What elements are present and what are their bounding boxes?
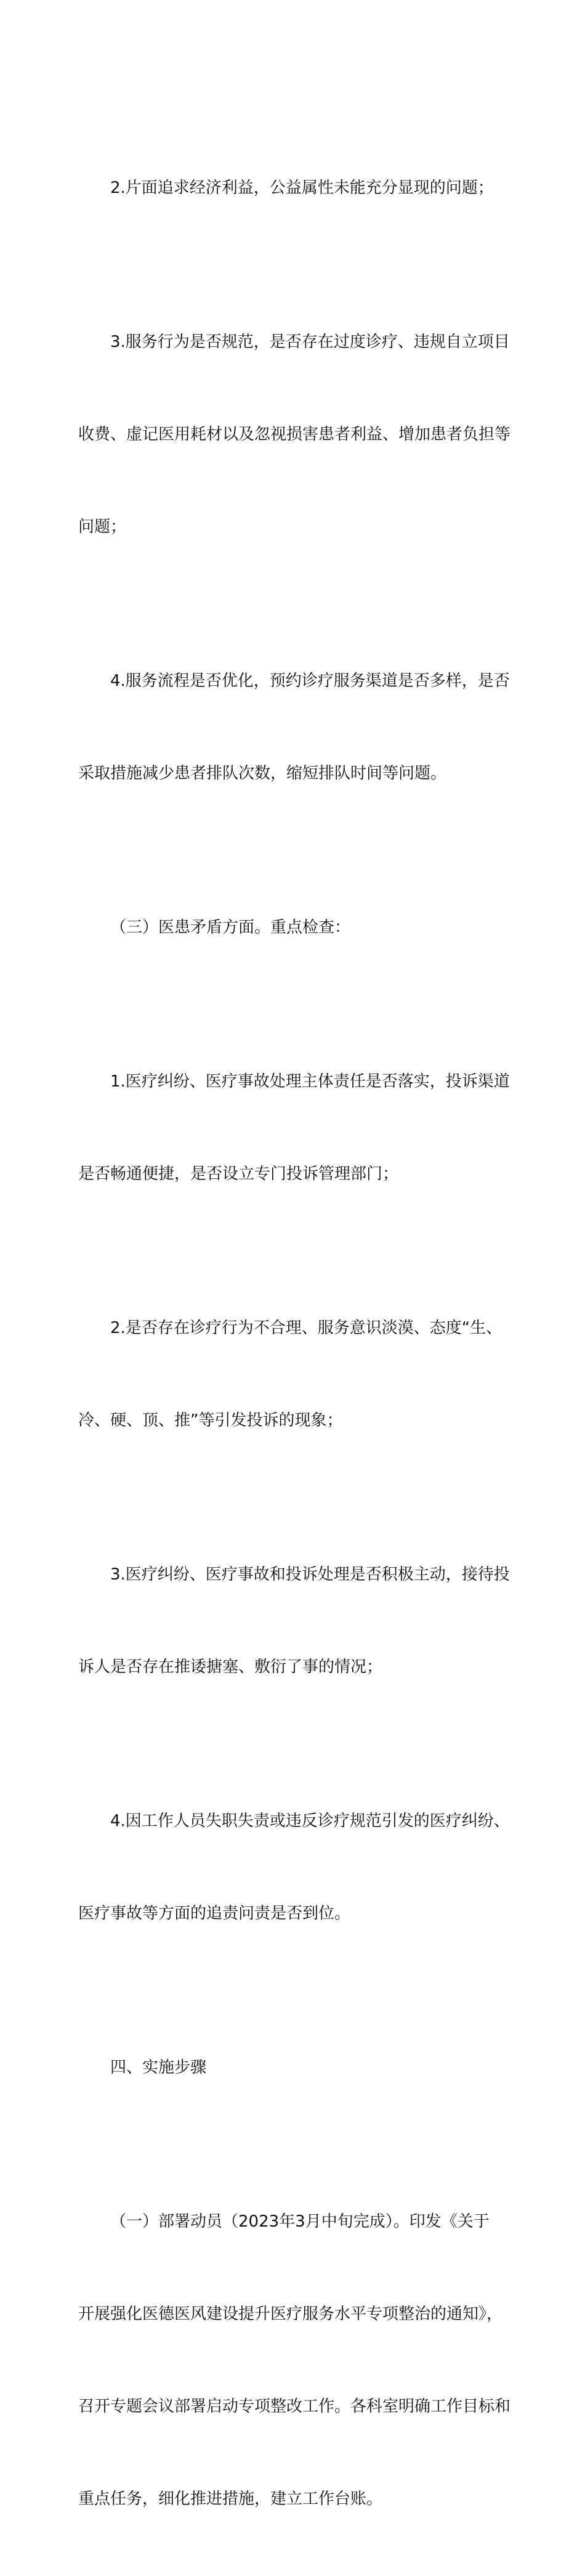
text-line: 3.服务行为是否规范，是否存在过度诊疗、违规自立项目 xyxy=(110,333,510,351)
text-line: 四、实施步骤 xyxy=(110,2058,207,2077)
section-heading-implementation-steps xyxy=(78,1991,513,2145)
text-line: 是否畅通便捷，是否设立专门投诉管理部门； xyxy=(78,1165,399,1183)
text-line: （三）医患矛盾方面。重点检查： xyxy=(110,918,351,937)
text-line: 4.服务流程是否优化，预约诊疗服务渠道是否多样，是否 xyxy=(110,672,510,690)
text-line: 重点任务，细化推进措施，建立工作台账。 xyxy=(78,2490,383,2508)
paragraph-deployment-mobilization xyxy=(78,2145,513,2576)
text-line: 1.医疗纠纷、医疗事故处理主体责任是否落实，投诉渠道 xyxy=(110,1072,510,1091)
paragraph-item-3-service-conduct xyxy=(78,265,513,604)
text-line: 2.片面追求经济利益，公益属性未能充分显现的问题； xyxy=(110,179,494,197)
text-line: （一）部署动员（2023年3月中旬完成）。印发《关于 xyxy=(110,2212,490,2231)
text-line: 冷、硬、顶、推”等引发投诉的现象； xyxy=(78,1411,343,1430)
text-line: 召开专题会议部署启动专项整改工作。各科室明确工作目标和 xyxy=(78,2397,511,2416)
section-heading-doctor-patient-conflict xyxy=(78,850,513,1005)
text-line: 采取措施减少患者排队次数，缩短排队时间等问题。 xyxy=(78,764,447,783)
text-line: 2.是否存在诊疗行为不合理、服务意识淡漠、态度“生、 xyxy=(110,1319,502,1337)
text-line: 收费、虚记医用耗材以及忽视损害患者利益、增加患者负担等 xyxy=(78,425,511,444)
paragraph-item-2-unreasonable-behavior xyxy=(78,1251,513,1498)
document-body xyxy=(78,111,513,2576)
paragraph-item-1-dispute-responsibility xyxy=(78,1005,513,1251)
paragraph-item-3-complaint-handling xyxy=(78,1498,513,1744)
paragraph-item-2-economic-interest xyxy=(78,111,513,265)
text-line: 医疗事故等方面的追责问责是否到位。 xyxy=(78,1904,351,1923)
text-line: 开展强化医德医风建设提升医疗服务水平专项整治的通知》， xyxy=(78,2305,503,2323)
text-line: 诉人是否存在推诿搪塞、敷衍了事的情况； xyxy=(78,1658,383,1676)
text-line: 问题； xyxy=(78,518,127,536)
paragraph-item-4-accountability xyxy=(78,1744,513,1991)
text-line: 4.因工作人员失职失责或违反诊疗规范引发的医疗纠纷、 xyxy=(110,1812,510,1830)
text-line: 3.医疗纠纷、医疗事故和投诉处理是否积极主动，接待投 xyxy=(110,1565,510,1584)
paragraph-item-4-service-process xyxy=(78,604,513,850)
